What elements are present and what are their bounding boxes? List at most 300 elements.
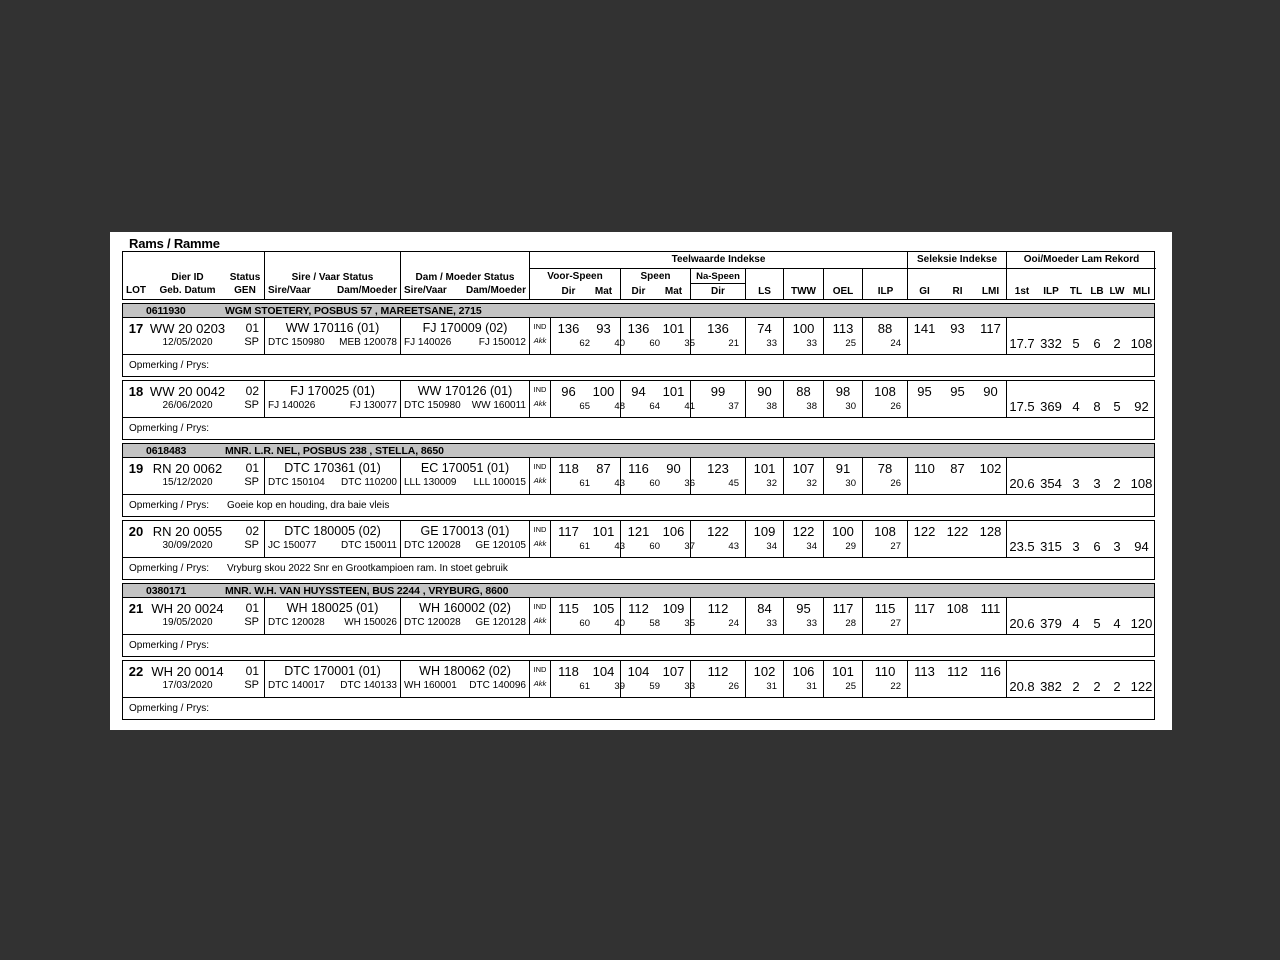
animal-cell [123, 381, 265, 417]
birth-date: 15/12/2020 [162, 477, 213, 488]
sire-sire-id: DTC 150980 [268, 337, 325, 348]
dam-cell [401, 318, 530, 354]
vs-dir-akk: 60 [579, 618, 590, 629]
ooi-rekord-cell [1007, 318, 1156, 354]
gi-value: 95 [917, 384, 932, 399]
birth-date: 12/05/2020 [162, 337, 213, 348]
akk-label: Akk [533, 539, 547, 548]
tww-cell [784, 521, 824, 557]
akk-label: Akk [533, 336, 547, 345]
na-speen-cell [691, 381, 746, 417]
ooi-ilp-value: 382 [1040, 679, 1062, 694]
breeder-band [122, 443, 1155, 458]
ooi-lw-value: 3 [1113, 539, 1121, 554]
opmerking-label: Opmerking / Prys: [129, 563, 210, 574]
sire-id: DTC 170001 (01) [284, 664, 381, 678]
birth-date: 26/06/2020 [162, 400, 213, 411]
ilp-akk: 27 [890, 541, 901, 552]
oel-akk: 25 [845, 338, 856, 349]
lot-block [122, 520, 1155, 580]
ilp-akk: 24 [890, 338, 901, 349]
gi-value: 117 [914, 601, 935, 616]
sp-mat-akk: 35 [684, 618, 695, 629]
birth-date: 17/03/2020 [162, 680, 213, 691]
vs-mat-akk: 39 [614, 681, 625, 692]
tww-cell [784, 598, 824, 634]
oel-cell [824, 661, 863, 697]
lmi-value: 90 [983, 384, 998, 399]
ilp-cell [863, 458, 908, 494]
header-dam-sub-dam: Dam/Moeder [465, 285, 526, 296]
sp-mat-ind: 106 [662, 524, 685, 539]
breeder-number: 0618483 [146, 444, 187, 457]
ilp-ind: 115 [874, 601, 896, 616]
ls-ind: 109 [753, 524, 776, 539]
ls-akk: 38 [766, 401, 777, 412]
sp-mat-akk: 37 [684, 541, 695, 552]
header-sp-dir: Dir [631, 286, 646, 297]
sire-dam-id: DTC 140133 [340, 680, 397, 691]
ooi-lb-value: 5 [1093, 616, 1101, 631]
na-speen-cell [691, 521, 746, 557]
lots-list [122, 303, 1155, 720]
tww-cell [784, 458, 824, 494]
header-gen: GEN [234, 285, 256, 296]
animal-id: WH 20 0024 [151, 601, 224, 616]
ls-akk: 34 [766, 541, 777, 552]
ns-dir-ind: 112 [707, 601, 729, 616]
header-ooi-block [1007, 252, 1156, 299]
lot-row [122, 597, 1155, 635]
gi-value: 113 [914, 664, 935, 679]
oel-akk: 28 [845, 618, 856, 629]
document-page [110, 232, 1172, 730]
lot-block [122, 303, 1155, 377]
vs-mat-ind: 101 [592, 524, 615, 539]
ooi-lw-value: 4 [1113, 616, 1121, 631]
header-status: Status [229, 272, 261, 283]
breeder-name: WGM STOETERY, POSBUS 57 , MAREETSANE, 2715 [225, 304, 482, 317]
dam-sire-id: DTC 120028 [404, 540, 461, 551]
vs-dir-ind: 136 [557, 321, 580, 336]
dam-dam-id: DTC 140096 [469, 680, 526, 691]
sire-sire-id: JC 150077 [268, 540, 317, 551]
akk-label: Akk [533, 616, 547, 625]
ind-label: IND [533, 385, 547, 394]
status-value: 02 [245, 524, 259, 538]
sp-dir-ind: 104 [627, 664, 650, 679]
ooi-tl-value: 4 [1072, 616, 1080, 631]
ilp-akk: 27 [890, 618, 901, 629]
ooi-lb-value: 2 [1093, 679, 1101, 694]
lmi-value: 111 [980, 601, 1001, 616]
status-value: 02 [245, 384, 259, 398]
ls-ind: 74 [757, 321, 772, 336]
ns-dir-ind: 99 [710, 384, 726, 399]
dam-sire-id: DTC 150980 [404, 400, 461, 411]
opmerking-note: Vryburg skou 2022 Snr en Grootkampioen ram. In stoet gebruik [227, 563, 508, 574]
header-sire-block [265, 252, 401, 299]
ns-dir-ind: 123 [707, 461, 729, 476]
sire-cell [265, 381, 401, 417]
oel-ind: 117 [832, 601, 854, 616]
speen-cell [621, 318, 695, 354]
oel-akk: 30 [845, 478, 856, 489]
status-value: 01 [245, 601, 259, 615]
gen-value: SP [244, 679, 259, 691]
dam-id: WH 160002 (02) [419, 601, 511, 615]
ilp-ind: 88 [877, 321, 893, 336]
ns-dir-ind: 122 [707, 524, 729, 539]
vs-dir-ind: 96 [561, 384, 576, 399]
dam-id: WW 170126 (01) [417, 384, 513, 398]
lot-block [122, 583, 1155, 657]
lot-number: 18 [128, 384, 144, 399]
breeder-name: MNR. L.R. NEL, POSBUS 238 , STELLA, 8650 [225, 444, 444, 457]
seleksie-cell [908, 458, 1007, 494]
na-speen-cell [691, 318, 746, 354]
voor-speen-cell [551, 521, 625, 557]
ls-ind: 101 [753, 461, 776, 476]
animal-id: WW 20 0042 [149, 384, 226, 399]
ooi-1st-value: 17.7 [1009, 336, 1035, 351]
opmerking-label: Opmerking / Prys: [129, 423, 210, 434]
vs-dir-akk: 62 [579, 338, 590, 349]
vs-dir-akk: 61 [579, 681, 590, 692]
lot-number: 17 [128, 321, 144, 336]
header-dam-sub-sire: Sire/Vaar [404, 285, 447, 296]
ls-akk: 32 [766, 478, 777, 489]
sire-dam-id: DTC 110200 [341, 477, 397, 488]
ilp-ind: 78 [877, 461, 893, 476]
tww-ind: 107 [792, 461, 815, 476]
ind-akk-cell [530, 521, 551, 557]
tww-cell [784, 661, 824, 697]
ind-label: IND [533, 462, 547, 471]
vs-mat-akk: 48 [614, 401, 625, 412]
breeder-band [122, 303, 1155, 318]
ilp-akk: 22 [890, 681, 901, 692]
ind-label: IND [533, 322, 547, 331]
speen-cell [621, 598, 695, 634]
ooi-lw-value: 2 [1113, 476, 1121, 491]
speen-cell [621, 381, 695, 417]
oel-cell [824, 381, 863, 417]
ls-ind: 102 [753, 664, 776, 679]
ooi-lw-value: 5 [1113, 399, 1121, 414]
sp-dir-akk: 64 [649, 401, 660, 412]
ilp-ind: 110 [874, 664, 896, 679]
animal-cell [123, 598, 265, 634]
ooi-lb-value: 6 [1093, 336, 1101, 351]
akk-label: Akk [533, 399, 547, 408]
dam-cell [401, 661, 530, 697]
akk-label: Akk [533, 476, 547, 485]
seleksie-cell [908, 598, 1007, 634]
ooi-ilp-value: 379 [1040, 616, 1062, 631]
ls-cell [746, 381, 784, 417]
sire-cell [265, 318, 401, 354]
sp-mat-ind: 107 [662, 664, 685, 679]
ooi-rekord-cell [1007, 598, 1156, 634]
sp-mat-ind: 101 [662, 321, 685, 336]
ooi-1st-value: 23.5 [1009, 539, 1035, 554]
ooi-ilp-value: 332 [1040, 336, 1062, 351]
dam-sire-id: WH 160001 [404, 680, 457, 691]
tww-cell [784, 381, 824, 417]
voor-speen-cell [551, 458, 625, 494]
dam-dam-id: WW 160011 [471, 400, 526, 411]
sp-mat-akk: 41 [684, 401, 695, 412]
header-ooi-1st: 1st [1014, 286, 1030, 297]
ooi-lw-value: 2 [1113, 336, 1121, 351]
lot-row [122, 380, 1155, 418]
birth-date: 19/05/2020 [162, 617, 213, 628]
header-tww: TWW [784, 269, 824, 299]
vs-mat-akk: 43 [614, 541, 625, 552]
header-lot: LOT [126, 285, 146, 296]
voor-speen-cell [551, 598, 625, 634]
ooi-lb-value: 6 [1093, 539, 1101, 554]
lot-number: 20 [128, 524, 144, 539]
header-sire-sub-dam: Dam/Moeder [336, 285, 397, 296]
ooi-rekord-cell [1007, 661, 1156, 697]
vs-mat-ind: 100 [592, 384, 615, 399]
dam-sire-id: FJ 140026 [404, 337, 452, 348]
dam-sire-id: LLL 130009 [404, 477, 457, 488]
breeder-name: MNR. W.H. VAN HUYSSTEEN, BUS 2244 , VRYBURG, 8600 [225, 584, 509, 597]
header-dam-block [401, 252, 530, 299]
lmi-value: 128 [979, 524, 1002, 539]
header-teelwaarde-title: Teelwaarde Indekse [530, 252, 907, 269]
tww-akk: 31 [806, 681, 817, 692]
ooi-lw-value: 2 [1113, 679, 1121, 694]
ooi-ilp-value: 315 [1040, 539, 1062, 554]
na-speen-cell [691, 661, 746, 697]
na-speen-cell [691, 458, 746, 494]
sp-mat-ind: 90 [666, 461, 681, 476]
lot-row [122, 660, 1155, 698]
oel-cell [824, 521, 863, 557]
sp-dir-akk: 60 [649, 478, 660, 489]
ooi-1st-value: 20.6 [1009, 476, 1035, 491]
ind-akk-cell [530, 318, 551, 354]
dam-dam-id: GE 120128 [475, 617, 526, 628]
opmerking-row [122, 557, 1155, 580]
ls-cell [746, 318, 784, 354]
vs-mat-ind: 104 [592, 664, 615, 679]
header-dier-id: Dier ID [171, 272, 204, 283]
header-ilp: ILP [877, 286, 894, 297]
lmi-value: 116 [980, 664, 1001, 679]
tww-ind: 95 [796, 601, 811, 616]
dam-cell [401, 521, 530, 557]
sp-mat-akk: 36 [684, 478, 695, 489]
dam-id: WH 180062 (02) [419, 664, 511, 678]
ooi-rekord-cell [1007, 521, 1156, 557]
ooi-tl-value: 3 [1072, 476, 1080, 491]
dam-dam-id: LLL 100015 [473, 477, 526, 488]
voor-speen-cell [551, 381, 625, 417]
sp-dir-akk: 59 [649, 681, 660, 692]
oel-cell [824, 598, 863, 634]
lmi-value: 117 [980, 321, 1001, 336]
vs-mat-ind: 87 [596, 461, 611, 476]
ri-value: 87 [950, 461, 965, 476]
sire-id: DTC 170361 (01) [284, 461, 381, 475]
ns-dir-ind: 112 [707, 664, 729, 679]
header-sire-group: Sire / Vaar Status [291, 272, 374, 283]
lot-number: 21 [128, 601, 144, 616]
sire-sire-id: DTC 140017 [268, 680, 325, 691]
ls-akk: 33 [766, 618, 777, 629]
sp-mat-akk: 35 [684, 338, 695, 349]
ri-value: 93 [950, 321, 965, 336]
ind-label: IND [533, 665, 547, 674]
ooi-lb-value: 8 [1093, 399, 1101, 414]
ind-label: IND [533, 525, 547, 534]
ind-akk-cell [530, 381, 551, 417]
sp-dir-akk: 58 [649, 618, 660, 629]
page-title: Rams / Ramme [129, 236, 220, 251]
tww-akk: 38 [806, 401, 817, 412]
sp-dir-akk: 60 [649, 541, 660, 552]
vs-mat-ind: 93 [596, 321, 611, 336]
dam-dam-id: GE 120105 [475, 540, 526, 551]
ns-dir-akk: 45 [728, 478, 739, 489]
ls-ind: 84 [757, 601, 772, 616]
status-value: 01 [245, 321, 259, 335]
animal-id: RN 20 0062 [152, 461, 223, 476]
header-na-speen: Na-Speen Dir [691, 269, 746, 299]
header-ri: RI [952, 286, 963, 297]
akk-label: Akk [533, 679, 547, 688]
lmi-value: 102 [979, 461, 1002, 476]
oel-ind: 113 [832, 321, 854, 336]
seleksie-cell [908, 381, 1007, 417]
ind-akk-cell [530, 458, 551, 494]
sire-dam-id: WH 150026 [344, 617, 397, 628]
vs-dir-ind: 117 [558, 524, 579, 539]
sp-dir-ind: 112 [628, 601, 649, 616]
header-seleksie-block [908, 252, 1007, 299]
ilp-akk: 26 [890, 401, 901, 412]
vs-dir-akk: 61 [579, 541, 590, 552]
ooi-1st-value: 17.5 [1009, 399, 1035, 414]
tww-ind: 122 [792, 524, 815, 539]
animal-cell [123, 318, 265, 354]
breeder-number: 0611930 [146, 304, 186, 317]
lot-row [122, 520, 1155, 558]
tww-akk: 33 [806, 618, 817, 629]
ooi-tl-value: 2 [1072, 679, 1080, 694]
header-vs-mat: Mat [594, 286, 613, 297]
sire-id: FJ 170025 (01) [290, 384, 375, 398]
sire-sire-id: DTC 150104 [268, 477, 325, 488]
lot-row [122, 317, 1155, 355]
tww-ind: 100 [792, 321, 815, 336]
status-value: 01 [245, 461, 259, 475]
dam-cell [401, 598, 530, 634]
voor-speen-cell [551, 318, 625, 354]
ri-value: 122 [946, 524, 969, 539]
oel-ind: 98 [835, 384, 851, 399]
ooi-tl-value: 4 [1072, 399, 1080, 414]
tww-ind: 88 [796, 384, 811, 399]
ls-cell [746, 458, 784, 494]
header-ooi-lw: LW [1109, 286, 1125, 297]
sire-dam-id: FJ 130077 [349, 400, 397, 411]
ooi-ilp-value: 369 [1040, 399, 1062, 414]
ilp-cell [863, 381, 908, 417]
header-ooi-tl: TL [1069, 286, 1083, 297]
ilp-ind: 108 [874, 384, 896, 399]
vs-dir-akk: 61 [579, 478, 590, 489]
header-ooi-mli: MLI [1132, 286, 1151, 297]
opmerking-note: Goeie kop en houding, dra baie vleis [227, 500, 390, 511]
seleksie-cell [908, 661, 1007, 697]
ns-dir-akk: 24 [728, 618, 739, 629]
status-value: 01 [245, 664, 259, 678]
header-ooi-title: Ooi/Moeder Lam Rekord [1007, 252, 1156, 269]
birth-date: 30/09/2020 [162, 540, 213, 551]
ns-dir-akk: 43 [728, 541, 739, 552]
header-gi: GI [919, 286, 930, 297]
animal-id: RN 20 0055 [152, 524, 223, 539]
dam-dam-id: FJ 150012 [478, 337, 526, 348]
oel-ind: 100 [832, 524, 854, 539]
vs-mat-akk: 40 [614, 338, 625, 349]
ls-ind: 90 [757, 384, 772, 399]
ns-dir-akk: 37 [728, 401, 739, 412]
sire-id: DTC 180005 (02) [284, 524, 381, 538]
oel-ind: 101 [832, 664, 854, 679]
ind-label: IND [533, 602, 547, 611]
animal-cell [123, 521, 265, 557]
ooi-tl-value: 3 [1072, 539, 1080, 554]
header-ls: LS [746, 269, 784, 299]
ri-value: 95 [950, 384, 965, 399]
header-oel: OEL [824, 269, 863, 299]
gen-value: SP [244, 616, 259, 628]
ooi-mli-value: 92 [1134, 399, 1149, 414]
ooi-mli-value: 108 [1130, 476, 1153, 491]
sire-sire-id: FJ 140026 [268, 400, 316, 411]
ls-akk: 33 [766, 338, 777, 349]
ooi-tl-value: 5 [1072, 336, 1080, 351]
sp-mat-akk: 33 [684, 681, 695, 692]
lot-row [122, 457, 1155, 495]
ns-dir-akk: 26 [728, 681, 739, 692]
ilp-cell [863, 521, 908, 557]
gi-value: 122 [913, 524, 936, 539]
ooi-rekord-cell [1007, 458, 1156, 494]
ooi-rekord-cell [1007, 381, 1156, 417]
ooi-mli-value: 120 [1130, 616, 1153, 631]
sire-id: WH 180025 (01) [286, 601, 379, 615]
tww-akk: 32 [806, 478, 817, 489]
sire-cell [265, 521, 401, 557]
ind-akk-cell [530, 598, 551, 634]
header-dam-group: Dam / Moeder Status [415, 272, 515, 283]
opmerking-row [122, 634, 1155, 657]
ilp-cell [863, 598, 908, 634]
dam-sire-id: DTC 120028 [404, 617, 461, 628]
table-header [122, 251, 1155, 300]
gi-value: 141 [913, 321, 936, 336]
oel-akk: 25 [845, 681, 856, 692]
gen-value: SP [244, 539, 259, 551]
